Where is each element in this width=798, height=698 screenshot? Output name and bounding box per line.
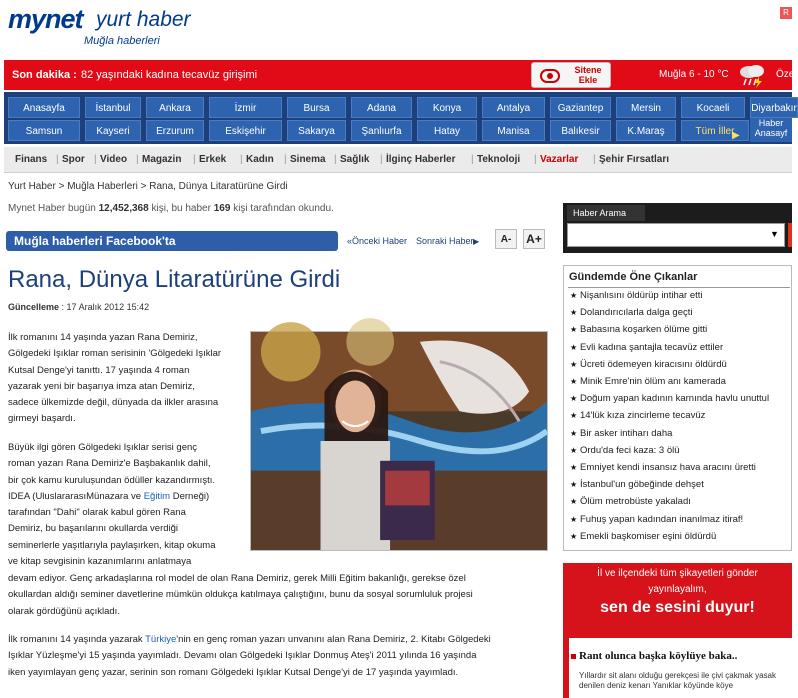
city-link[interactable]: Balıkesir: [550, 120, 611, 141]
paragraph-line: sadece ülkemizde değil, dünyada da ilkler arasına: [8, 397, 219, 409]
next-arrow-icon[interactable]: ▶: [473, 237, 480, 246]
trending-item-label: Dolandırıcılarla dalga geçti: [580, 307, 693, 319]
trending-item-label: Ordu'da feci kaza: 3 ölü: [580, 444, 680, 456]
paragraph-line: seminerlerle yaşıtlarıyla paylaşırken, kitap okuma: [8, 539, 216, 551]
paragraph-line: iken yayımlayan genç yazar, serinin son romanı Gölgedeki Işıklar Kutsal Denge'yi de 17 yaşında yayımladı.: [8, 666, 459, 678]
complaint-banner[interactable]: [563, 563, 792, 698]
separator: |: [136, 154, 139, 165]
prev-news-link[interactable]: «Önceki Haber: [347, 236, 408, 246]
star-icon: ★: [570, 359, 578, 369]
trending-item[interactable]: [570, 342, 723, 353]
star-icon: ★: [570, 308, 578, 318]
paragraph-line: olarak gördüğünü açıkladı.: [8, 605, 120, 617]
trending-item-label: İstanbul'un göbeğinde dehşet: [580, 479, 704, 491]
facebook-bar[interactable]: Muğla haberleri Facebook'ta: [6, 231, 338, 251]
category-link[interactable]: Video: [100, 154, 128, 165]
star-icon: ★: [570, 377, 578, 386]
breaking-label: Son dakika :: [12, 69, 77, 81]
category-link[interactable]: Sinema: [290, 154, 326, 165]
city-link[interactable]: Bursa: [287, 97, 346, 118]
complaint-card[interactable]: [569, 638, 792, 698]
separator: |: [193, 154, 196, 165]
city-link[interactable]: Sakarya: [287, 120, 346, 141]
trending-item[interactable]: [570, 290, 703, 301]
paragraph-line: Gölgedeki Işıklar roman serisinin 'Gölgedeki Işıklar: [8, 348, 222, 360]
trending-item-label: Emniyet kendi insansız hava aracını üretti: [580, 462, 756, 473]
category-link[interactable]: Magazin: [142, 154, 182, 165]
trending-item[interactable]: [570, 376, 726, 387]
trending-item[interactable]: [570, 514, 743, 525]
separator: |: [593, 154, 596, 165]
trending-item[interactable]: [570, 428, 672, 439]
p3-rest: 'nin en genç roman yazarı unvanını alan Rana Demiriz, 2. Kitabı Gölgedeki: [176, 634, 491, 645]
trending-item[interactable]: [570, 410, 705, 421]
category-link[interactable]: Vazarlar: [540, 154, 579, 165]
star-icon: ★: [570, 480, 578, 490]
trending-item[interactable]: [570, 324, 707, 335]
breadcrumb-mugla[interactable]: Muğla Haberleri: [67, 181, 138, 192]
star-icon: ★: [570, 463, 578, 472]
next-news-link[interactable]: Sonraki Haber: [416, 236, 474, 246]
paragraph-line: girmeyi başardı.: [8, 413, 76, 425]
add-to-site-button[interactable]: [531, 62, 611, 88]
breadcrumb: Yurt Haber > Muğla Haberleri > Rana, Dünya Litaratürüne Girdi: [8, 181, 288, 192]
city-link[interactable]: Adana: [351, 97, 412, 118]
paragraph-line: Işıklar Yüzleşme'yi 15 yaşında yayımladı. Devamı olan Gölgedeki Işıklar Donmuş Ateş'i 2011 yılında 16 yaşında: [8, 650, 477, 662]
updated-label: Güncelleme: [8, 302, 60, 312]
paragraph-line: Büyük ilgi gören Gölgedeki Işıklar serisi genç: [8, 442, 198, 453]
city-link[interactable]: İzmir: [209, 97, 282, 118]
city-link[interactable]: Diyarbakır: [750, 97, 798, 118]
city-link[interactable]: Erzurum: [146, 120, 204, 141]
paragraph-line: okullardan aldığı seminer davetlerine mümkün oldukça katılmaya çalıştığını, bunu da sosyal sorumluluk projesi: [8, 589, 473, 601]
category-link[interactable]: Kadın: [246, 154, 274, 165]
city-link[interactable]: K.Maraş: [616, 120, 676, 141]
article-paragraph-2-cont: [8, 571, 553, 620]
readcount-suffix: kişi tarafından okundu.: [233, 203, 334, 214]
read-count: [8, 203, 334, 214]
trending-item-label: Emekli başkomiser eşini öldürdü: [580, 530, 717, 542]
education-link[interactable]: Eğitim: [143, 490, 171, 502]
complaint-headline: sen de sesini duyur!: [600, 599, 755, 616]
news-home-link[interactable]: Haber Anasayf: [750, 118, 792, 142]
trending-item-label: 14'lük kıza zincirleme tecavüz: [580, 410, 706, 422]
separator: |: [284, 154, 287, 165]
category-link[interactable]: Teknoloji: [477, 154, 521, 165]
category-badge[interactable]: R: [780, 7, 792, 19]
city-link[interactable]: Tüm İller: [681, 120, 749, 141]
city-link[interactable]: Kocaeli: [681, 97, 745, 118]
separator: |: [534, 154, 537, 165]
paragraph-line: Kutsal Denge'yi tanıttı. 17 yaşında 4 roman: [8, 364, 190, 376]
more-link[interactable]: Özel: [776, 69, 797, 80]
trending-item-label: Minik Emre'nin ölüm anı kamerada: [580, 376, 726, 387]
star-icon: ★: [570, 325, 578, 335]
complaint-card-text: Yıllardır sit alanı olduğu gerekçesi ile çivi çakmak yasak denilen deniz kenarı Yanıklar köyünde köye: [579, 671, 776, 690]
star-icon: ★: [570, 291, 578, 300]
paragraph-line: [8, 489, 248, 505]
trending-item-label: Doğum yapan kadının karnında havlu unuttul: [580, 393, 770, 405]
logo-section[interactable]: yurt haber: [96, 8, 191, 31]
city-link[interactable]: Hatay: [417, 120, 477, 141]
star-icon: ★: [570, 445, 578, 455]
trending-item-label: Ölüm metrobüste yakaladı: [580, 496, 691, 508]
category-link[interactable]: Sağlık: [340, 154, 370, 165]
news-search: [563, 203, 792, 253]
city-link[interactable]: Gaziantep: [550, 97, 611, 118]
paragraph-line: İlk romanını 14 yaşında yazan Rana Demiriz,: [8, 332, 198, 343]
trending-item-label: Bir asker intiharı daha: [580, 427, 673, 439]
article-paragraph-1: [8, 330, 248, 428]
readcount-mid: kişi, bu haber: [151, 203, 211, 214]
trending-item-label: Evli kadına şantajla tecavüz ettiler: [580, 341, 724, 353]
trending-item[interactable]: [570, 445, 680, 456]
separator: |: [56, 154, 59, 165]
line-text: IDEA (UluslararasıMünazara ve: [8, 490, 142, 502]
complaint-line-2: yayınlayalım,: [648, 584, 707, 595]
trending-item[interactable]: [570, 479, 704, 490]
city-link[interactable]: Manisa: [482, 120, 545, 141]
separator: |: [94, 154, 97, 165]
star-icon: ★: [570, 394, 578, 404]
separator: |: [240, 154, 243, 165]
category-link[interactable]: İlginç Haberler: [386, 154, 456, 165]
turkey-link[interactable]: Türkiye: [145, 634, 177, 645]
category-link[interactable]: Finans: [15, 154, 48, 165]
breadcrumb-current: Rana, Dünya Litaratürüne Girdi: [149, 181, 288, 192]
updated-value: : 17 Aralık 2012 15:42: [61, 302, 150, 312]
paragraph-line: roman yazarı Rana Demiriz'e Başbakanlık dahil,: [8, 458, 211, 470]
breaking-news-link[interactable]: 82 yaşındaki kadına tecavüz girişimi: [81, 69, 258, 81]
breaking-news-bar: [4, 60, 797, 90]
logo-brand[interactable]: mynet: [8, 4, 83, 34]
site-logo[interactable]: [8, 4, 308, 56]
paragraph-line: ve kitap sevgisinin kazanımlarını anlatmaya: [8, 556, 192, 568]
city-link[interactable]: Eskişehir: [209, 120, 282, 141]
separator: |: [471, 154, 474, 165]
chevron-right-icon[interactable]: ▶: [732, 130, 740, 141]
trending-item[interactable]: [570, 393, 769, 404]
breadcrumb-yurt-haber[interactable]: Yurt Haber: [8, 181, 56, 192]
broadcast-icon: [540, 69, 560, 83]
trending-title: Gündemde Öne Çıkanlar: [569, 271, 698, 283]
star-icon: ★: [570, 428, 578, 438]
readcount-total: 12,452,368: [98, 203, 149, 214]
paragraph-line: devam ediyor. Genç arkadaşlarına rol model de olan Rana Demiriz, gerek Milli Eğitim bakanlığı, gerekse özel: [8, 573, 466, 584]
city-link[interactable]: Konya: [417, 97, 477, 118]
add-to-site-label: Sitene Ekle: [574, 65, 602, 85]
city-link[interactable]: Samsun: [8, 120, 80, 141]
divider: [568, 287, 790, 288]
logo-city[interactable]: Muğla haberleri: [84, 35, 160, 47]
trending-item[interactable]: [570, 462, 756, 473]
article-updated: [8, 302, 149, 312]
trending-item[interactable]: [570, 359, 727, 370]
star-icon: ★: [570, 497, 578, 507]
category-link[interactable]: Spor: [62, 154, 85, 165]
article-title: Rana, Dünya Litaratürüne Girdi: [8, 266, 341, 293]
city-link[interactable]: Anasayfa: [8, 97, 80, 118]
trending-item[interactable]: [570, 307, 692, 318]
city-link[interactable]: Şanlıurfa: [351, 120, 412, 141]
readcount-count: 169: [213, 203, 231, 214]
city-link[interactable]: Mersin: [616, 97, 676, 118]
city-link[interactable]: Antalya: [482, 97, 545, 118]
city-link[interactable]: İstanbul: [85, 97, 141, 118]
article-photo[interactable]: [250, 331, 548, 551]
search-tab[interactable]: Haber Arama: [567, 205, 645, 221]
trending-item-label: Fuhuş yapan kadından inanılmaz itiraf!: [580, 513, 744, 525]
paragraph-line: bir çok kamu kurulușundan ödüller kazandırmıştı.: [8, 474, 215, 486]
trending-item-label: Nişanlısını öldürüp intihar etti: [580, 290, 703, 301]
search-button[interactable]: [788, 223, 792, 247]
trending-box: [563, 265, 792, 551]
separator: |: [334, 154, 337, 165]
paragraph-line: yazarak yeni bir başarıya imza atan Demiriz,: [8, 380, 195, 392]
complaint-line-1: İl ve ilçendeki tüm şikayetleri gönder: [597, 568, 758, 579]
font-smaller-button[interactable]: A-: [495, 229, 517, 249]
trending-item-label: Ücreti ödemeyen kiracısını öldürdü: [580, 358, 727, 370]
trending-item[interactable]: [570, 531, 716, 542]
separator: |: [380, 154, 383, 165]
line-text: Derneği): [172, 490, 210, 502]
article-paragraph-3: [8, 632, 553, 681]
readcount-prefix: Mynet Haber bugün: [8, 203, 96, 214]
city-link[interactable]: Kayseri: [85, 120, 141, 141]
category-link[interactable]: Erkek: [199, 154, 227, 165]
paragraph-line: tarafından "Dahi" olarak kabul gören Rana: [8, 507, 186, 519]
trending-item-label: Babasına koşarken ölüme gitti: [580, 324, 708, 336]
star-icon: ★: [570, 411, 578, 421]
city-link[interactable]: Ankara: [146, 97, 204, 118]
search-input[interactable]: [567, 223, 785, 247]
star-icon: ★: [570, 342, 578, 352]
trending-item[interactable]: [570, 496, 691, 507]
complaint-card-title[interactable]: Rant olunca başka köylüye baka..: [579, 650, 738, 662]
article-paragraph-2: [8, 440, 248, 570]
dropdown-caret-icon[interactable]: ▼: [770, 229, 779, 239]
weather-text[interactable]: Muğla 6 - 10 °C: [659, 69, 729, 80]
star-icon: ★: [570, 514, 578, 524]
paragraph-line: Demiriz, bu başarılarını okullarda verdiği: [8, 523, 179, 535]
p3-start: İlk romanını 14 yaşında yazarak: [8, 634, 143, 645]
font-larger-button[interactable]: A+: [523, 229, 545, 249]
star-icon: ★: [570, 531, 578, 541]
rain-cloud-icon: [737, 62, 767, 88]
category-link[interactable]: Şehir Fırsatları: [599, 154, 670, 165]
